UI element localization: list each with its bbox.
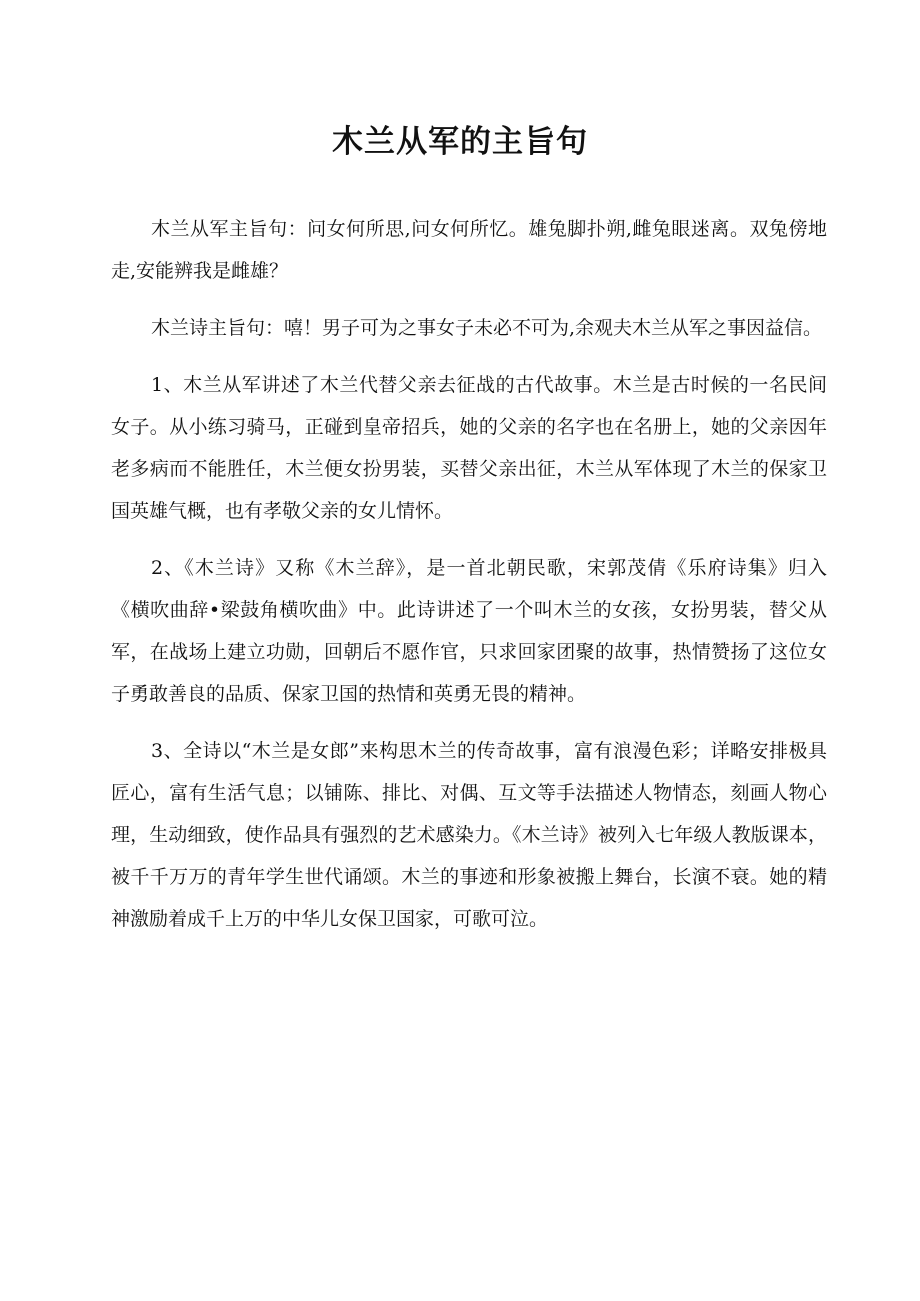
paragraph-main-idea-comment: 木兰诗主旨句：嘻！男子可为之事女子未必不可为,余观夫木兰从军之事因益信。: [151, 317, 823, 339]
paragraph-main-idea-poem: 木兰从军主旨句：问女何所思,问女何所忆。雄兔脚扑朔,雌兔眼迷离。双兔傍地走,安能辨我是雌雄？: [111, 218, 827, 282]
document-body: [111, 208, 827, 955]
page-title: 木兰从军的主旨句: [332, 124, 588, 160]
paragraph-point-2: 2、《木兰诗》又称《木兰辞》，是一首北朝民歌，宋郭茂倩《乐府诗集》归入《横吹曲辞•梁鼓角横吹曲》中。此诗讲述了一个叫木兰的女孩，女扮男装，替父从军，在战场上建立功勋，回朝后不愿作官，只求回家团聚的故事，热情赞扬了这位女子勇敢善良的品质、保家卫国的热情和英勇无畏的精神。: [111, 557, 827, 705]
paragraph-point-1: 1、木兰从军讲述了木兰代替父亲去征战的古代故事。木兰是古时候的一名民间女子。从小练习骑马，正碰到皇帝招兵，她的父亲的名字也在名册上，她的父亲因年老多病而不能胜任，木兰便女扮男装，买替父亲出征，木兰从军体现了木兰的保家卫国英雄气概，也有孝敬父亲的女儿情怀。: [111, 374, 827, 522]
paragraph-point-3: 3、全诗以“木兰是女郎”来构思木兰的传奇故事，富有浪漫色彩；详略安排极具匠心，富有生活气息；以铺陈、排比、对偶、互文等手法描述人物情态，刻画人物心理，生动细致，使作品具有强烈的艺术感染力。《木兰诗》被列入七年级人教版课本，被千千万万的青年学生世代诵颂。木兰的事迹和形象被搬上舞台，长演不衰。她的精神激励着成千上万的中华儿女保卫国家，可歌可泣。: [111, 740, 827, 930]
